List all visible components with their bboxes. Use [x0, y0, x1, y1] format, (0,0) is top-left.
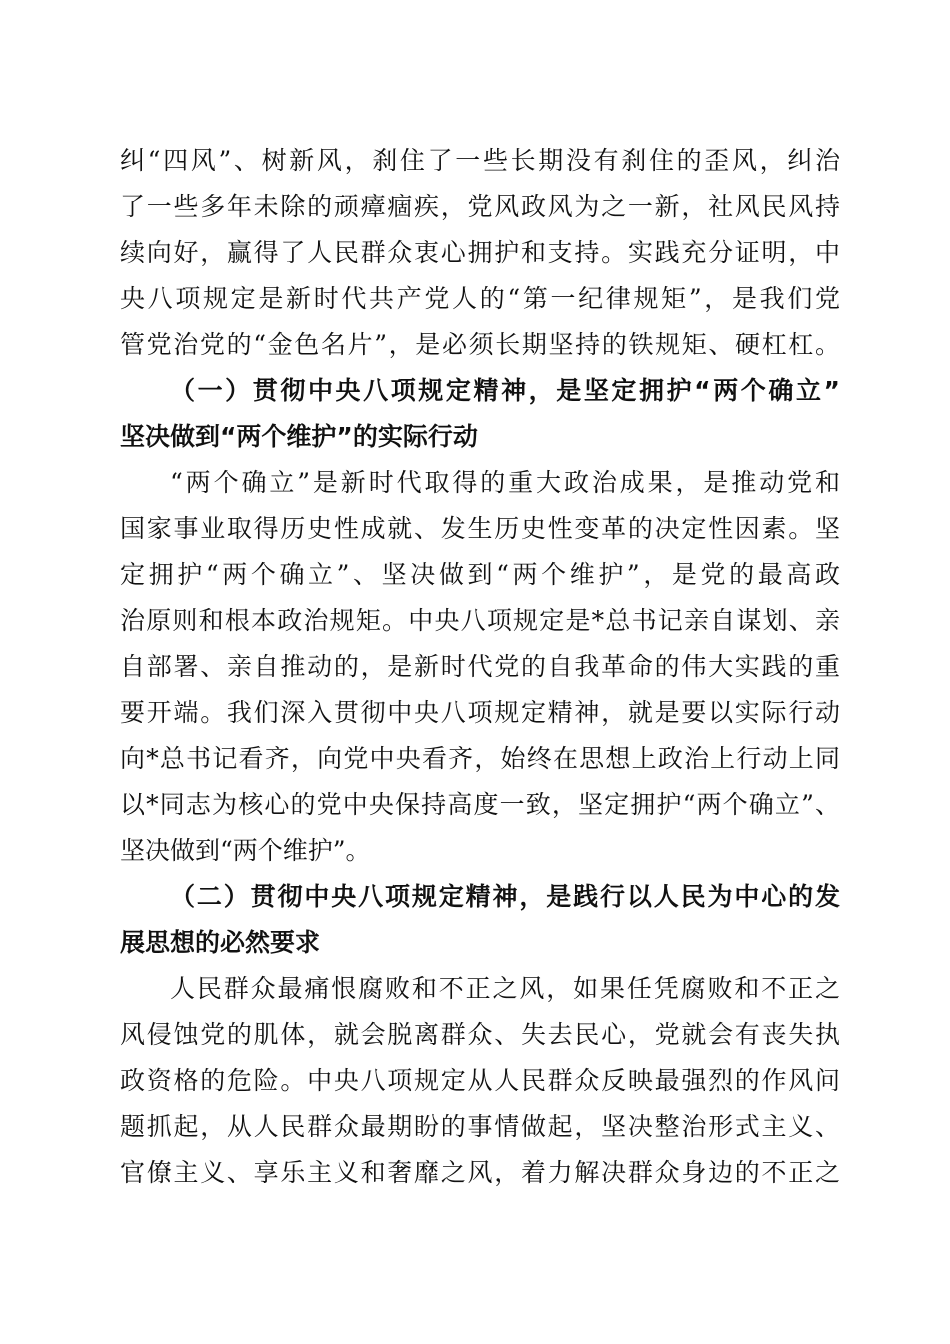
body-line: 要开端。我们深入贯彻中央八项规定精神，就是要以实际行动: [120, 698, 840, 727]
body-line: 向*总书记看齐，向党中央看齐，始终在思想上政治上行动上同: [120, 744, 840, 773]
section-heading-2-cont: 展思想的必然要求: [120, 928, 321, 957]
body-line: 题抓起，从人民群众最期盼的事情做起，坚决整治形式主义、: [120, 1112, 840, 1141]
body-line: “两个确立”是新时代取得的重大政治成果，是推动党和: [170, 468, 840, 497]
body-line: 政资格的危险。中央八项规定从人民群众反映最强烈的作风问: [120, 1066, 840, 1095]
body-line: 纠“四风”、树新风，刹住了一些长期没有刹住的歪风，纠治: [120, 146, 840, 175]
section-heading-1: （一）贯彻中央八项规定精神，是坚定拥护“两个确立”: [170, 376, 840, 405]
body-line: 了一些多年未除的顽瘴痼疾，党风政风为之一新，社风民风持: [120, 192, 840, 221]
body-line: 治原则和根本政治规矩。中央八项规定是*总书记亲自谋划、亲: [120, 606, 840, 635]
body-line: 人民群众最痛恨腐败和不正之风，如果任凭腐败和不正之: [170, 974, 840, 1003]
body-line: 国家事业取得历史性成就、发生历史性变革的决定性因素。坚: [120, 514, 840, 543]
section-heading-1-cont: 坚决做到“两个维护”的实际行动: [120, 422, 478, 451]
body-line: 风侵蚀党的肌体，就会脱离群众、失去民心，党就会有丧失执: [120, 1020, 840, 1049]
body-line: 坚决做到“两个维护”。: [120, 836, 371, 865]
body-line: 央八项规定是新时代共产党人的“第一纪律规矩”，是我们党: [120, 284, 840, 313]
body-line: 管党治党的“金色名片”，是必须长期坚持的铁规矩、硬杠杠。: [120, 330, 840, 359]
section-heading-2: （二）贯彻中央八项规定精神，是践行以人民为中心的发: [170, 882, 840, 911]
body-line: 定拥护“两个确立”、坚决做到“两个维护”，是党的最高政: [120, 560, 840, 589]
body-line: 自部署、亲自推动的，是新时代党的自我革命的伟大实践的重: [120, 652, 840, 681]
body-line: 以*同志为核心的党中央保持高度一致，坚定拥护“两个确立”、: [120, 790, 840, 819]
body-line: 官僚主义、享乐主义和奢靡之风，着力解决群众身边的不正之: [120, 1158, 840, 1187]
body-line: 续向好，赢得了人民群众衷心拥护和支持。实践充分证明，中: [120, 238, 840, 267]
